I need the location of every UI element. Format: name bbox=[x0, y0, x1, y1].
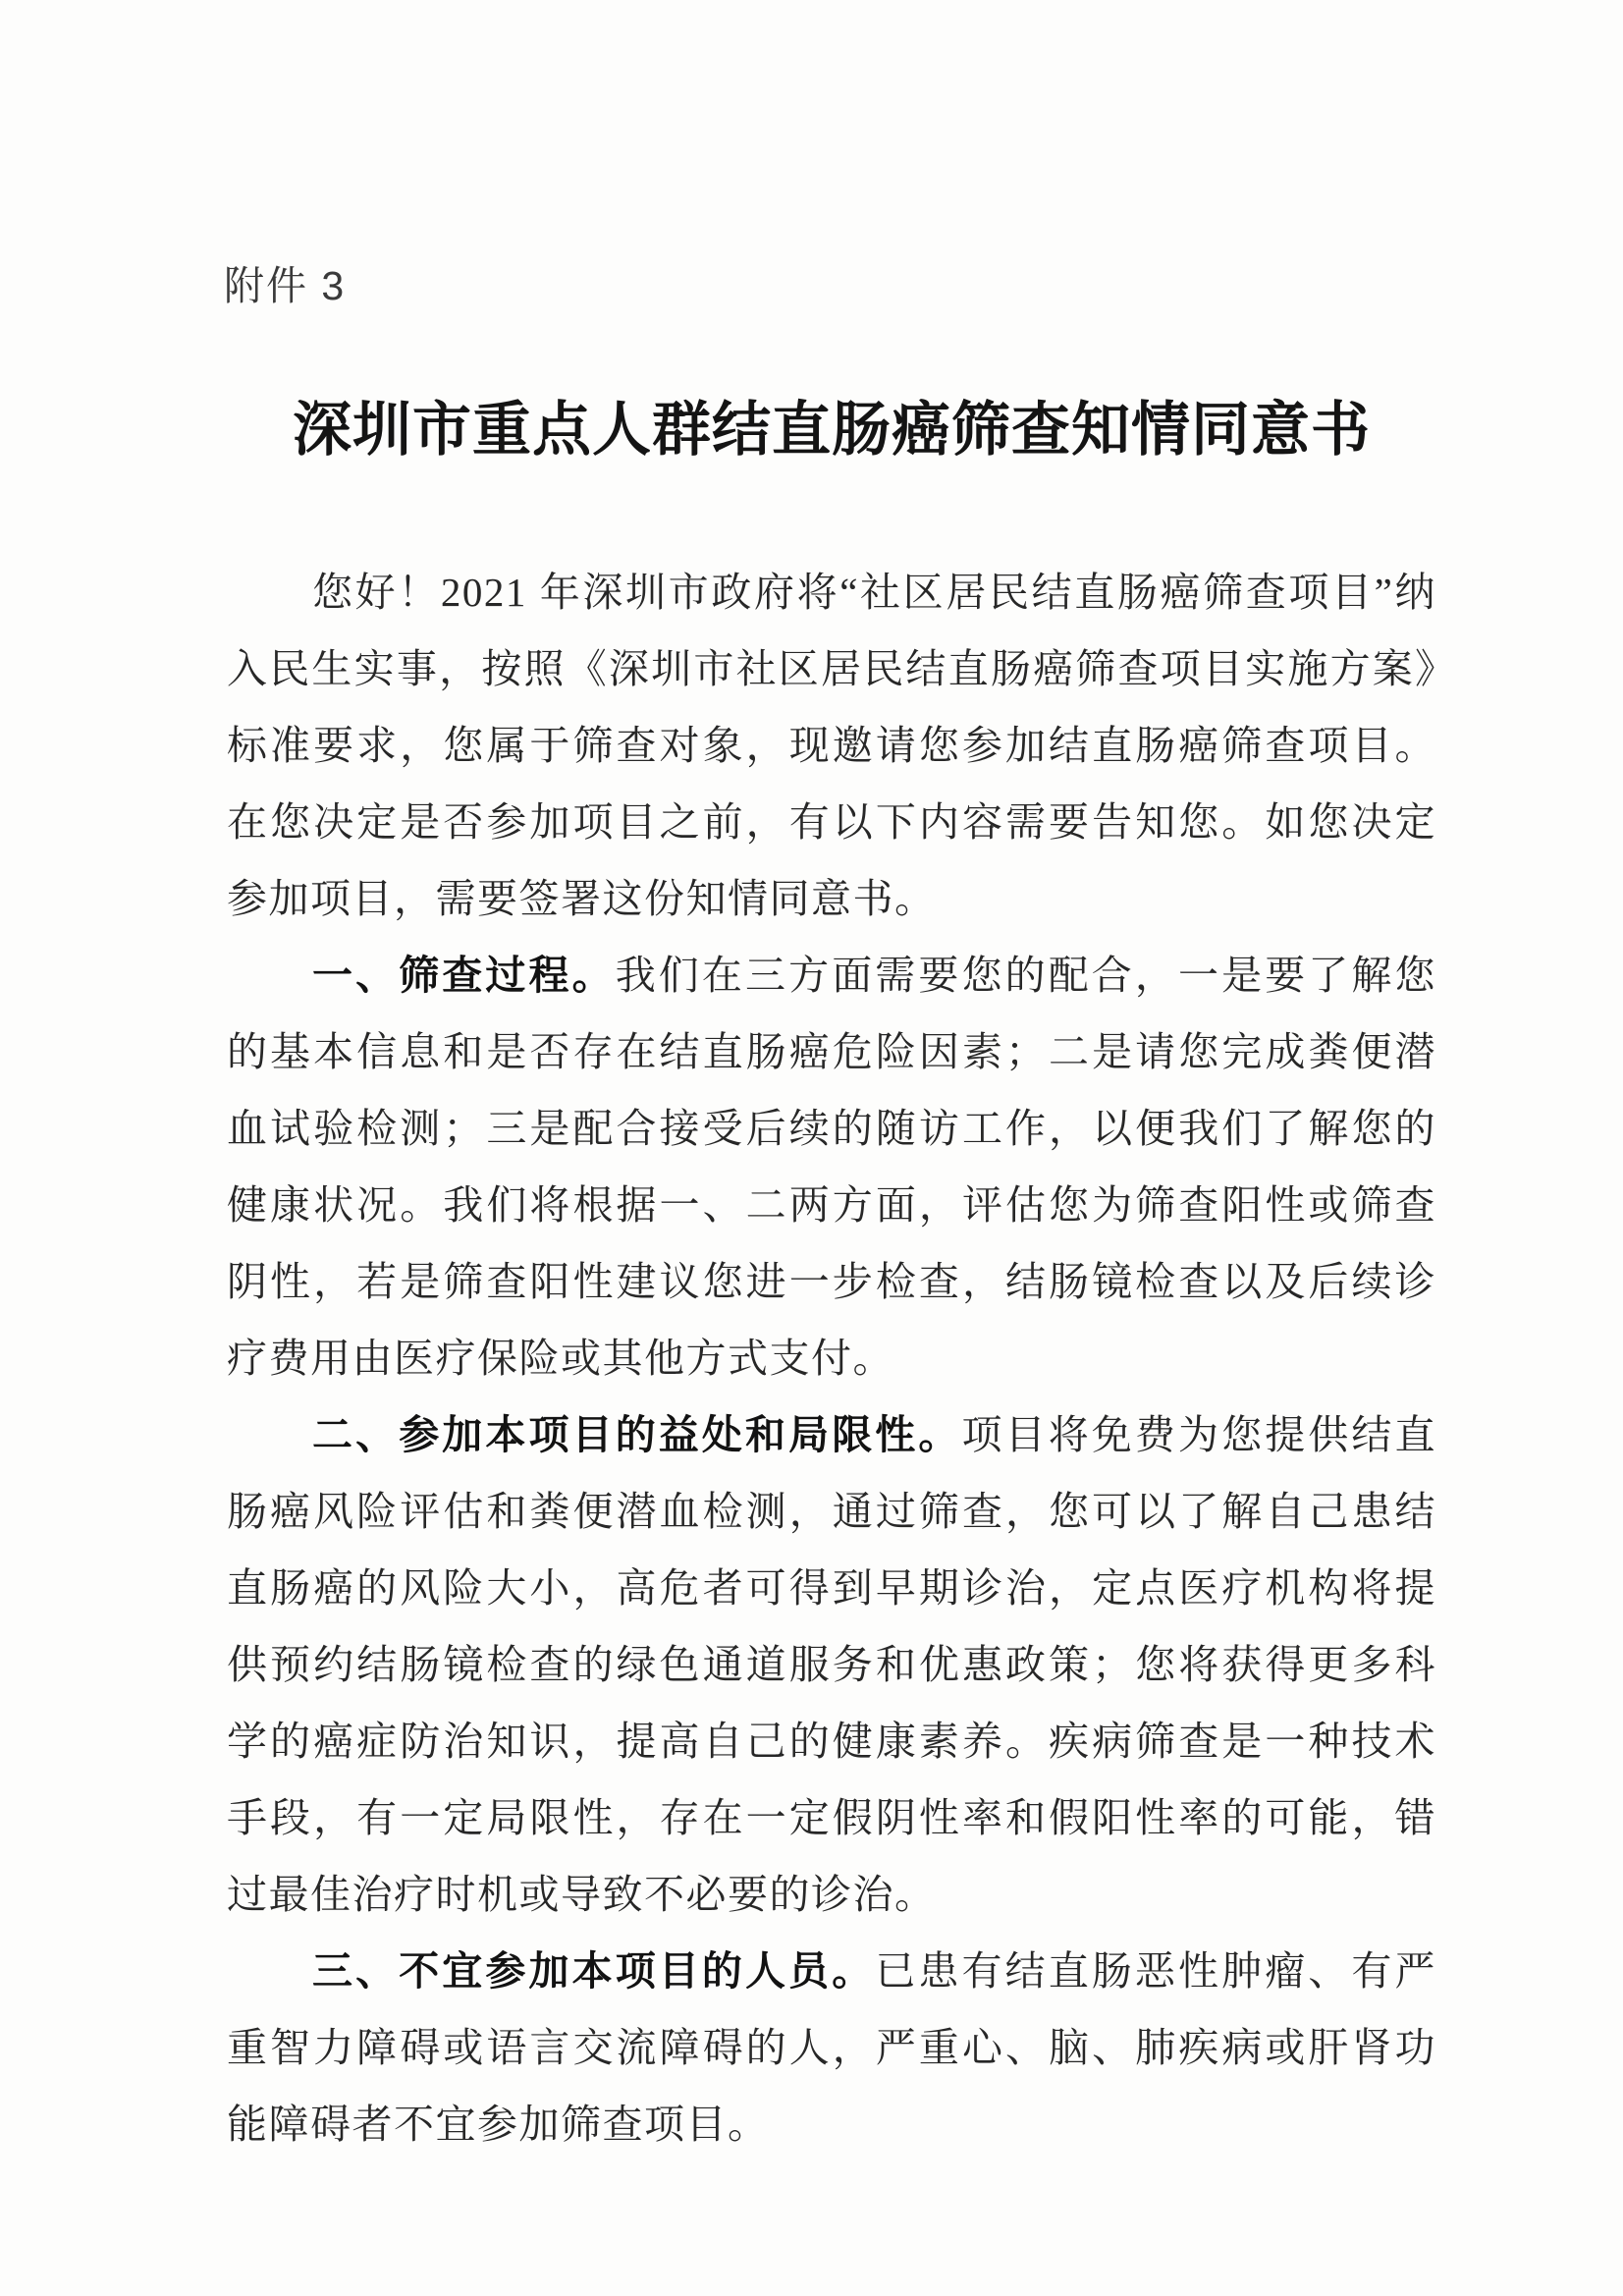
document-body bbox=[227, 554, 1436, 2162]
section-lead: 一、筛查过程。 bbox=[312, 953, 616, 998]
paragraph-unsuitable-persons bbox=[227, 1933, 1436, 2162]
paragraph-screening-process bbox=[227, 937, 1436, 1396]
section-lead: 三、不宜参加本项目的人员。 bbox=[312, 1948, 876, 1994]
document-title: 深圳市重点人群结直肠癌筛查知情同意书 bbox=[293, 398, 1371, 463]
paragraph-text: 项目将免费为您提供结直肠癌风险评估和粪便潜血检测，通过筛查，您可以了解自己患结直肠癌的风险大小，高危者可得到早期诊治，定点医疗机构将提供预约结肠镜检查的绿色通道服务和优惠政策；您将获得更多科学的癌症防治知识，提高自己的健康素养。疾病筛查是一种技术手段，有一定局限性，存在一定假阴性率和假阳性率的可能，错过最佳治疗时机或导致不必要的诊治。 bbox=[227, 1412, 1436, 1917]
paragraph-text: 已患有结直肠恶性肿瘤、有严重智力障碍或语言交流障碍的人，严重心、脑、肺疾病或肝肾功能障碍者不宜参加筛查项目。 bbox=[227, 1948, 1437, 2147]
paragraph-text: 您好！2021 年深圳市政府将“社区居民结直肠癌筛查项目”纳入民生实事，按照《深圳市社区居民结直肠癌筛查项目实施方案》标准要求，您属于筛查对象，现邀请您参加结直肠癌筛查项目。在您决定是否参加项目之前，有以下内容需要告知您。如您决定参加项目，需要签署这份知情同意书。 bbox=[227, 570, 1436, 921]
paragraph-text: 我们在三方面需要您的配合，一是要了解您的基本信息和是否存在结直肠癌危险因素；二是请您完成粪便潜血试验检测；三是配合接受后续的随访工作，以便我们了解您的健康状况。我们将根据一、二两方面，评估您为筛查阳性或筛查阴性，若是筛查阳性建议您进一步检查，结肠镜检查以及后续诊疗费用由医疗保险或其他方式支付。 bbox=[227, 953, 1437, 1381]
section-lead: 二、参加本项目的益处和局限性。 bbox=[312, 1412, 962, 1457]
paragraph-benefits-limitations bbox=[227, 1396, 1436, 1933]
attachment-label: 附件 3 bbox=[224, 263, 347, 308]
paragraph-intro bbox=[227, 554, 1436, 937]
